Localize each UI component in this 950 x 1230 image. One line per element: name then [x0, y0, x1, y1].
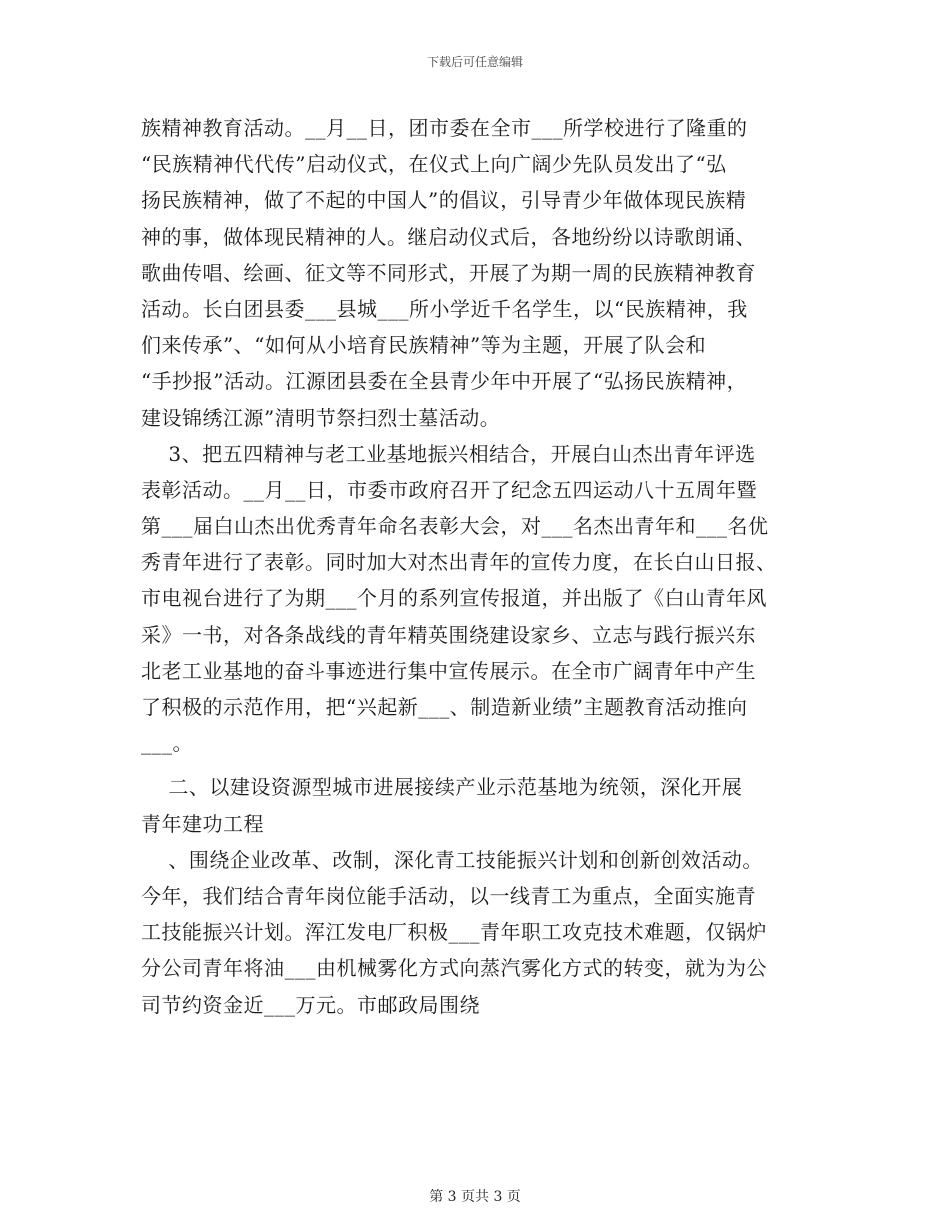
text-line: 采》一书，对各条战线的青年精英围绕建设家乡、立志与践行振兴东 — [141, 622, 756, 647]
text-line: 市电视台进行了为期___个月的系列宣传报道，并出版了《白山青年风 — [141, 586, 767, 611]
text-line: 秀青年进行了表彰。同时加大对杰出青年的宣传力度，在长白山日报、 — [141, 550, 777, 575]
text-line: ___。 — [141, 731, 193, 756]
text-line: 建设锦绣江源”清明节祭扫烈士墓活动。 — [141, 405, 501, 430]
text-line: 分公司青年将油___由机械雾化方式向蒸汽雾化方式的转变，就为为公 — [141, 956, 767, 981]
text-line: 神的事，做体现民精神的人。继启动仪式后，各地纷纷以诗歌朗诵、 — [141, 224, 756, 249]
text-line: “民族精神代代传”启动仪式，在仪式上向广阔少先队员发出了“弘 — [141, 152, 727, 177]
text-line: 今年，我们结合青年岗位能手活动，以一线青工为重点，全面实施青 — [141, 883, 756, 908]
paragraph-2 — [141, 436, 821, 762]
text-line: 青年建功工程 — [141, 811, 264, 836]
text-line: 北老工业基地的奋斗事迹进行集中宣传展示。在全市广阔青年中产生 — [141, 658, 756, 683]
text-line: 二、以建设资源型城市进展接续产业示范基地为统领，深化开展 — [141, 775, 743, 800]
text-line: 活动。长白团县委___县城___所小学近千名学生，以“民族精神，我 — [141, 296, 748, 321]
text-line: 司节约资金近___万元。市邮政局围绕 — [141, 992, 480, 1017]
page-header: 下载后可任意编辑 — [426, 55, 523, 69]
text-line: 表彰活动。__月__日，市委市政府召开了纪念五四运动八十五周年暨 — [141, 477, 757, 502]
text-line: 第___届白山杰出优秀青年命名表彰大会，对___名杰出青年和___名优 — [141, 514, 769, 539]
page-footer: 第 3 页共 3 页 — [429, 1189, 521, 1205]
text-line: 们来传承”、“如何从小培育民族精神”等为主题，开展了队会和 — [141, 333, 707, 358]
text-line: 了积极的示范作用，把“兴起新___、制造新业绩”主题教育活动推向 — [141, 695, 748, 719]
text-line: 歌曲传唱、绘画、征文等不同形式，开展了为期一周的民族精神教育 — [141, 260, 756, 285]
paragraph-spacer — [141, 761, 821, 769]
paragraph-3 — [141, 842, 821, 1023]
text-line: 族精神教育活动。__月__日，团市委在全市___所学校进行了隆重的 — [141, 116, 748, 140]
text-line: 扬民族精神，做了不起的中国人”的倡议，引导青少年做体现民族精 — [141, 188, 747, 213]
body-text — [141, 110, 821, 1023]
text-line: 工技能振兴计划。浑江发电厂积极___青年职工攻克技术难题，仅锅炉 — [141, 920, 767, 945]
text-line: “手抄报”活动。江源团县委在全县青少年中开展了“弘扬民族精神， — [141, 369, 748, 394]
text-line: 、围绕企业改革、改制，深化青工技能振兴计划和创新创效活动。 — [141, 847, 763, 872]
paragraph-1 — [141, 110, 821, 436]
text-line: 3、把五四精神与老工业基地振兴相结合，开展白山杰出青年评选 — [141, 441, 756, 466]
section-heading-2 — [141, 769, 821, 841]
